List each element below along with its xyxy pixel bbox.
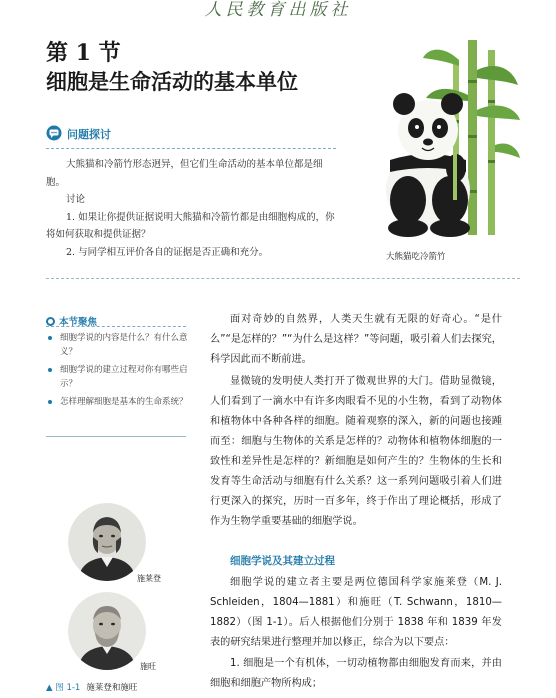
speech-bubble-icon [46, 125, 62, 141]
discussion-label: 问题探讨 [67, 128, 111, 141]
discussion-subheading: 讨论 [66, 194, 86, 205]
focus-bottom-rule [46, 436, 186, 437]
body-paragraph: 面对奇妙的自然界，人类天生就有无限的好奇心。“是什么”“是怎样的？”“为什么是这样？”等问题，吸引着人们去探究，科学因此而不断前进。 [210, 314, 502, 365]
focus-item: 怎样理解细胞是基本的生命系统？ [46, 395, 191, 409]
triangle-marker-icon: ▲ [46, 683, 56, 693]
body-paragraph: 细胞学说的建立者主要是两位德国科学家施莱登（M. J. Schleiden，1804—1881）和施旺（T. Schwann，1810—1882）（图 1-1）。后人根据他们分别于 1838 年和 1839 年发表的研究结果进行整理并加以修正，综合为以下要点： [210, 577, 502, 648]
body-paragraph: 1. 细胞是一个有机体，一切动植物都由细胞发育而来，并由细胞和细胞产物所构成； [210, 658, 502, 689]
section-title: 细胞是生命活动的基本单位 [46, 70, 298, 94]
focus-list [46, 331, 191, 413]
discussion-box [46, 156, 338, 261]
discussion-intro: 大熊猫和冷箭竹形态迥异，但它们生命活动的基本单位都是细胞。 [46, 159, 323, 188]
figure-caption-text: 施莱登和施旺 [86, 683, 138, 693]
panda-image-caption: 大熊猫吃冷箭竹 [386, 252, 446, 262]
schleiden-name: 施莱登 [137, 574, 161, 583]
focus-title-text: 本节聚焦 [59, 317, 98, 328]
schleiden-portrait [68, 503, 146, 581]
schwann-portrait [68, 592, 146, 670]
body-paragraph: 显微镜的发明使人类打开了微观世界的大门。借助显微镜，人们看到了一滴水中有许多肉眼看不见的小生物，看到了动物体和植物体中各种各样的细胞。随着观察的深入，新的问题也接踵而至：细胞与生物体的关系是怎样的？动物体和植物体细胞的一致性和差异性是怎样的？新细胞是如何产生的？生物体的生长和发育等生命活动与细胞有什么关系？这一系列问题吸引着人们进行更深入的探究，历时一百多年，终于作出了理论概括，形成了作为生物学重要基础的细胞学说。 [210, 376, 502, 527]
focus-item: 细胞学说的内容是什么？有什么意义？ [46, 331, 191, 359]
section-divider [46, 278, 520, 279]
subsection-title: 细胞学说及其建立过程 [230, 555, 335, 567]
focus-divider [46, 326, 186, 327]
focus-item: 细胞学说的建立过程对你有哪些启示？ [46, 363, 191, 391]
discussion-question-2: 2. 与同学相互评价各自的证据是否正确和充分。 [66, 246, 269, 258]
discussion-divider [46, 148, 336, 149]
target-icon [46, 317, 55, 326]
discussion-question-1: 1. 如果让你提供证据说明大熊猫和冷箭竹都是由细胞构成的，你将如何获取和提供证据？ [46, 211, 335, 240]
panda-bamboo-image [348, 40, 523, 240]
figure-label: 图 1-1 [55, 683, 81, 693]
publisher-header: 人民教育出版社 [204, 0, 352, 20]
section-number: 第 1 节 [46, 40, 121, 66]
figure-caption [46, 681, 137, 693]
schwann-name: 施旺 [140, 662, 156, 671]
